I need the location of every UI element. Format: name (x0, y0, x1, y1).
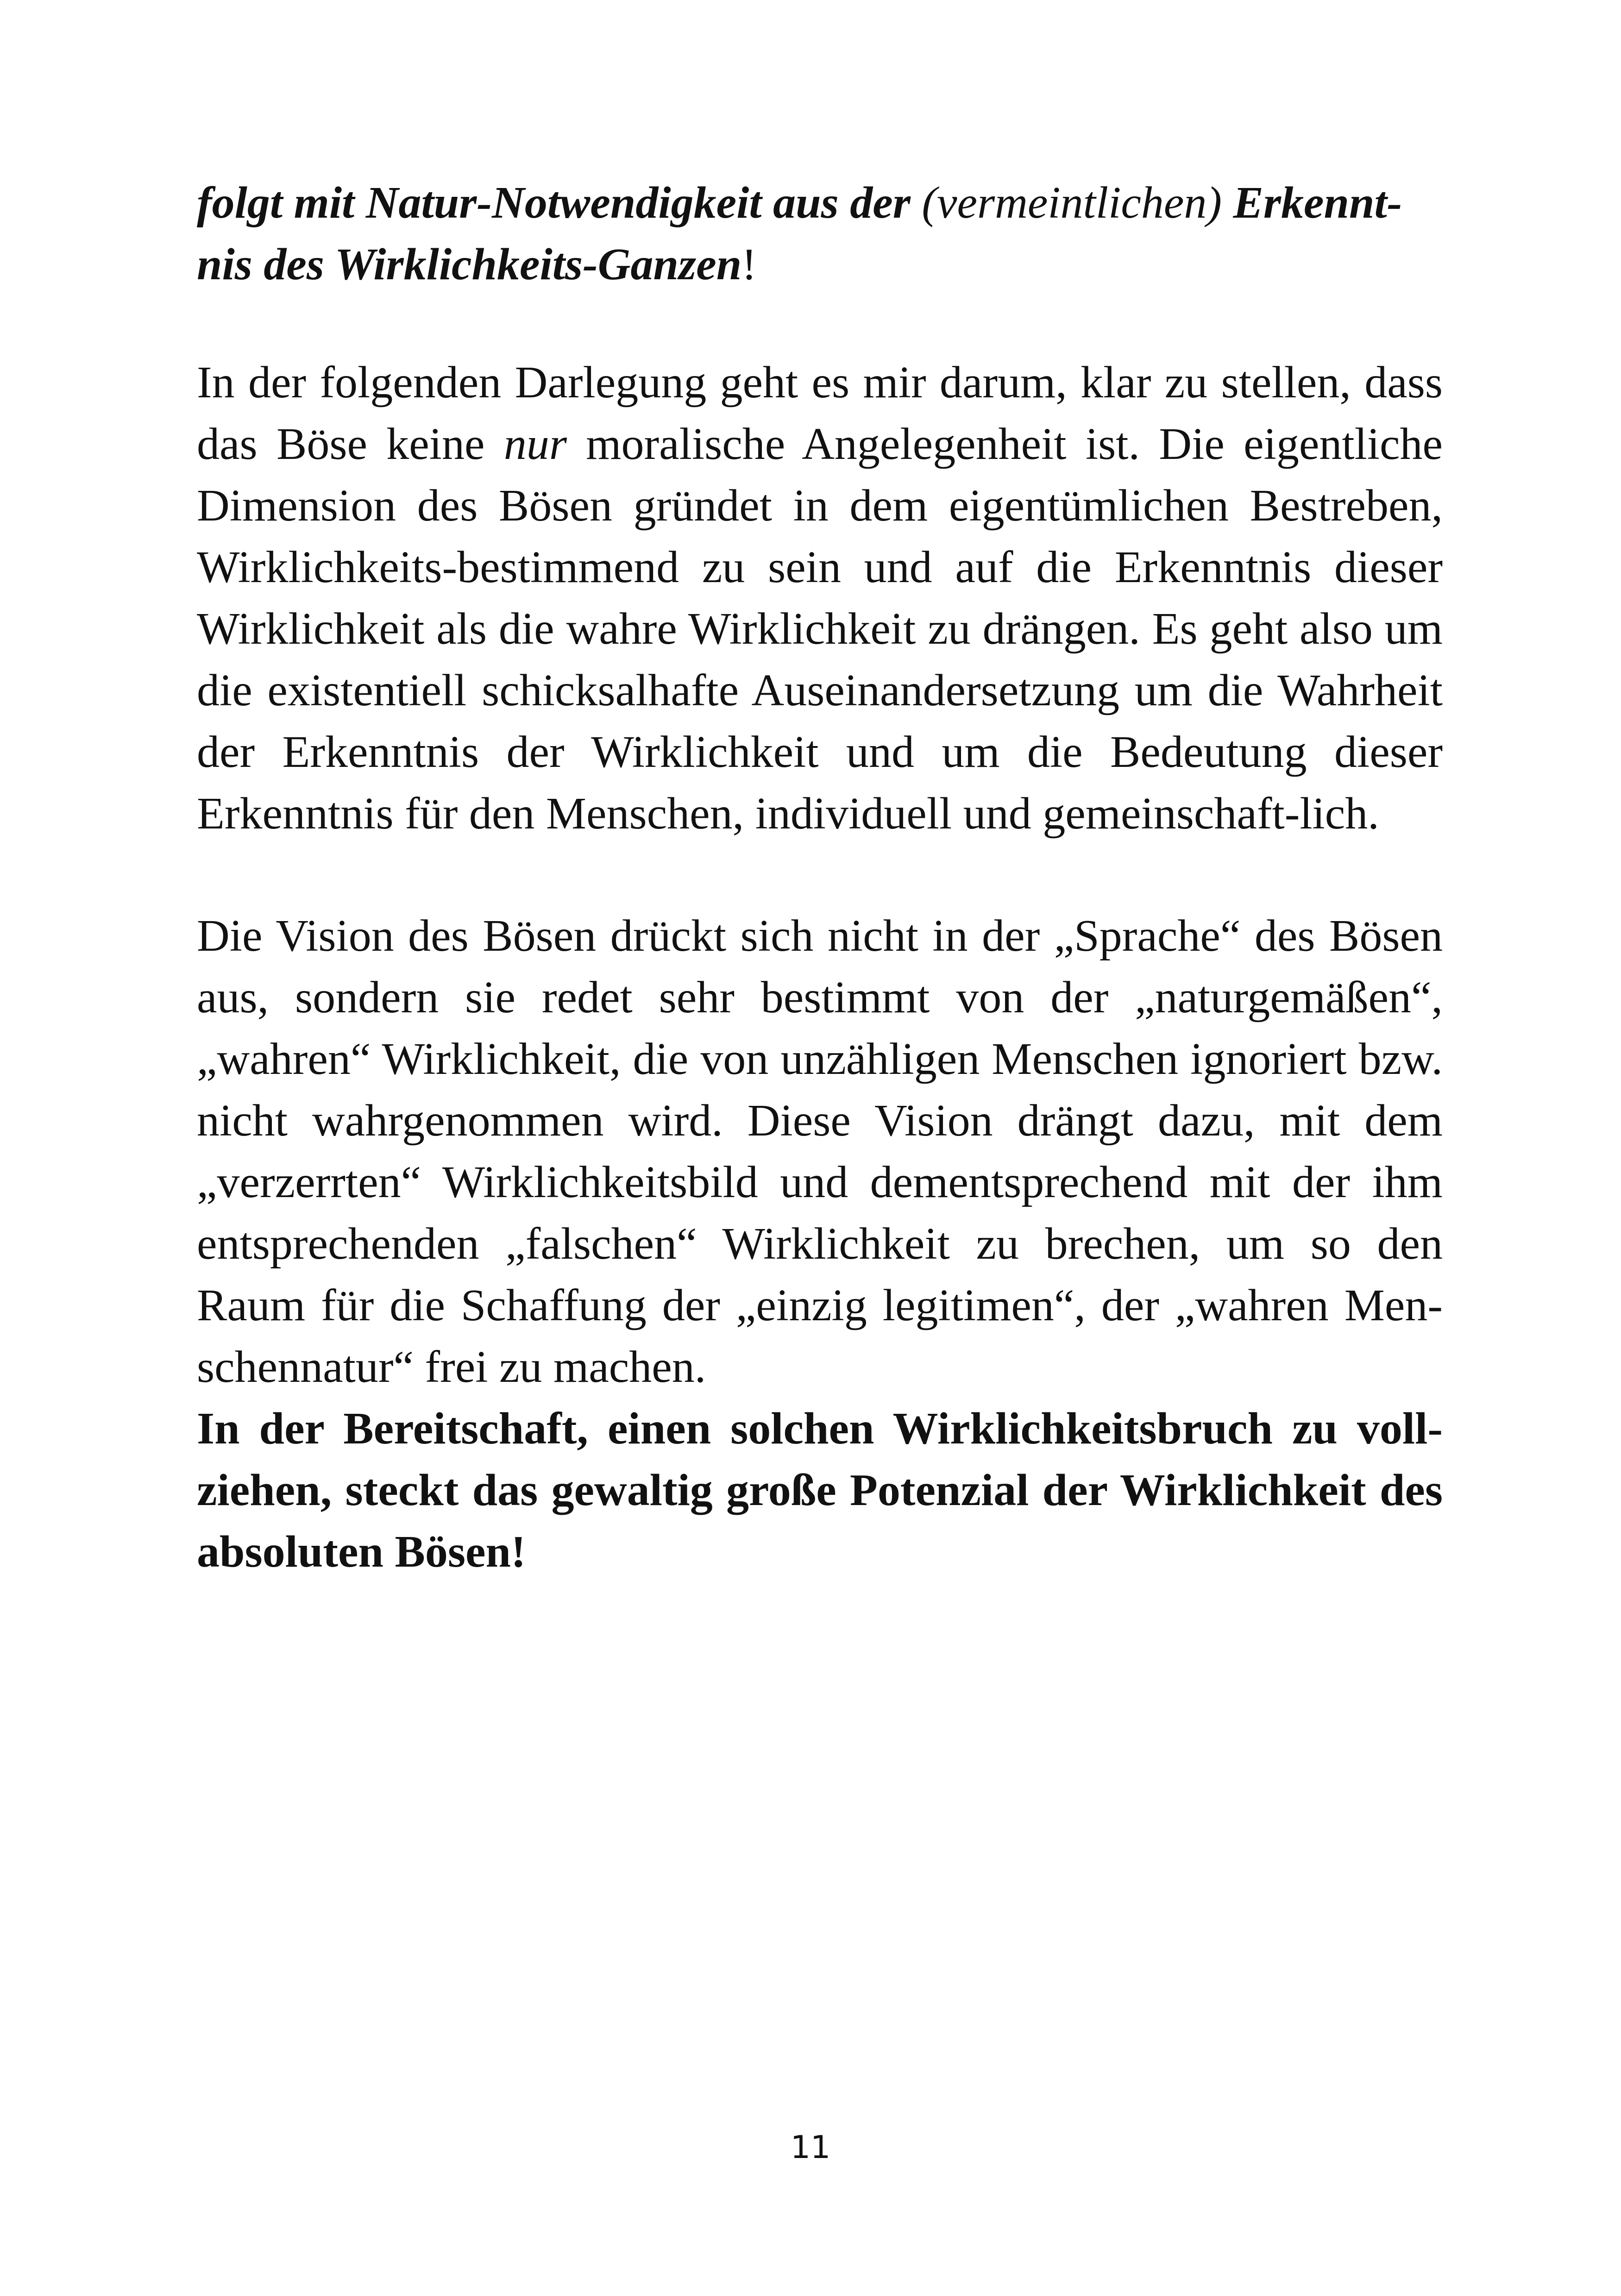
intro-paragraph (197, 172, 1443, 295)
intro-part-4: nis des Wirklichkeits-Ganzen (197, 239, 742, 289)
body-paragraphs-2-3 (197, 905, 1443, 1583)
paragraph-3-text: In der Bereitschaft, einen solchen Wirklichkeitsbruch zu voll-ziehen, steckt das gewaltig große Potenzial der Wirklichkeit des absoluten Bösen! (197, 1404, 1443, 1577)
intro-part-3: Erkennt- (1233, 178, 1402, 228)
paragraph-1-text (197, 352, 1443, 845)
body-paragraph-1 (197, 352, 1443, 845)
paragraph-2-text: Die Vision des Bösen drückt sich nicht in der „Sprache“ des Bösen aus, sondern sie redet sehr bestimmt von der „naturgemäßen“, „wahren“ Wirklichkeit, die von unzähligen Menschen ignoriert bzw. nicht wahrgenommen wird. Diese Vision drängt dazu, mit dem „verzerrten“ Wirklichkeitsbild und dementsprechend mit der ihm entsprechenden „falschen“ Wirklichkeit zu brechen, um so den Raum für die Schaffung der „einzig legitimen“, der „wahren Men-schennatur“ frei zu machen. (197, 911, 1443, 1392)
paragraph-1-after: moralische Angelegenheit ist. Die eigentliche Dimension des Bösen gründet in dem eigentümlichen Bestreben, Wirklichkeits-bestimmend zu sein und auf die Erkenntnis dieser Wirklichkeit als die wahre Wirklichkeit zu drängen. Es geht also um die existentiell schicksalhafte Auseinandersetzung um die Wahrheit der Erkenntnis der Wirklichkeit und um die Bedeutung dieser Erkenntnis für den Menschen, individuell und gemeinschaft-lich. (197, 419, 1443, 839)
paragraph-1-emphasis: nur (503, 419, 567, 469)
intro-part-2: (vermeintlichen) (922, 178, 1222, 228)
intro-text (197, 172, 1443, 295)
intro-part-1: folgt mit Natur-Notwendigkeit aus der (197, 178, 911, 228)
page-number: 11 (790, 2129, 831, 2166)
intro-part-5: ! (741, 239, 757, 289)
paragraph-1-before: In der folgenden Darlegung geht es mir darum, klar zu stellen, dass das Böse keine (197, 358, 1443, 469)
